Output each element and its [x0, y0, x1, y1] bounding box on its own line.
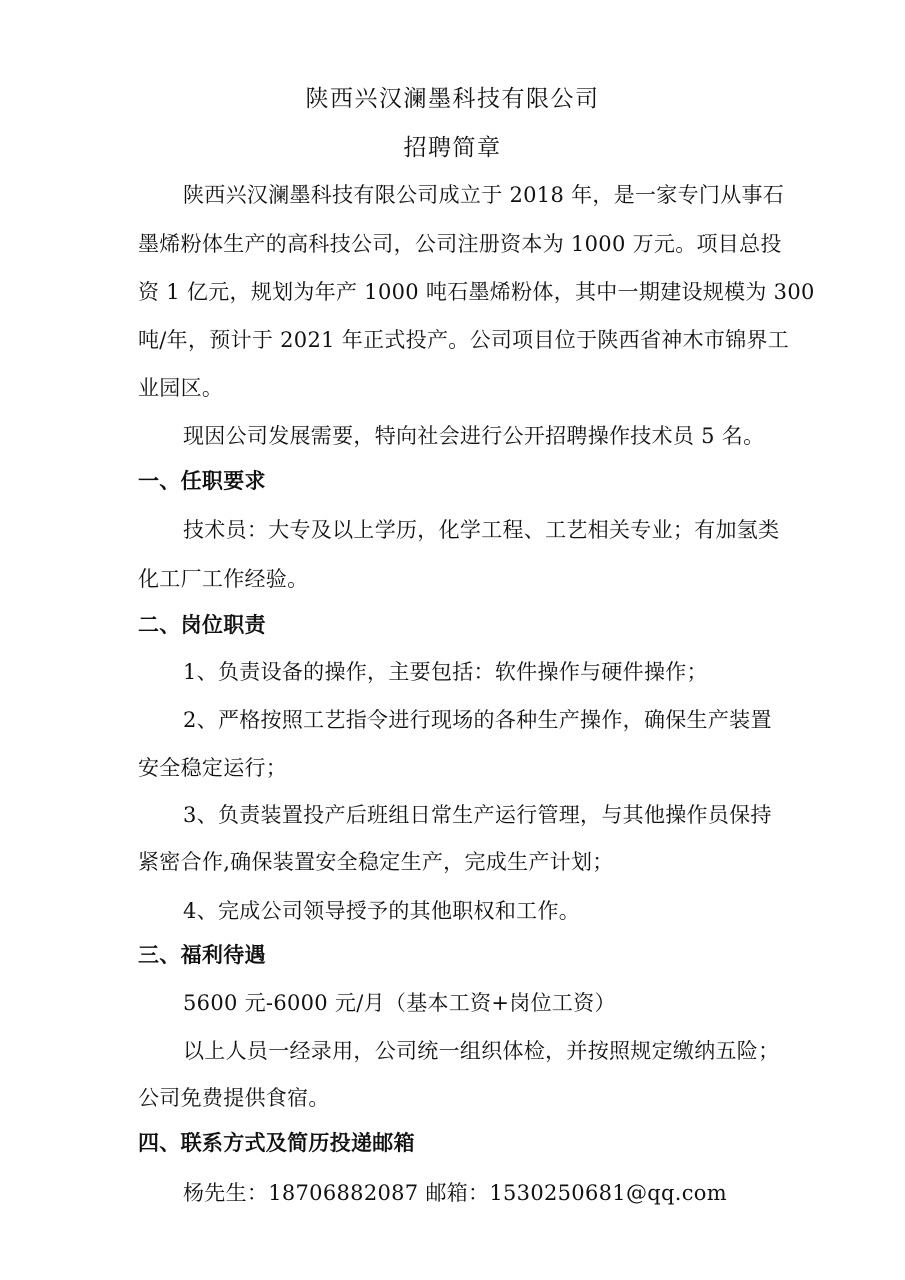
requirements-line: 技术员：大专及以上学历，化学工程、工艺相关专业；有加氢类 [183, 518, 780, 542]
requirements-line: 化工厂工作经验。 [138, 567, 309, 591]
intro-paragraph-line: 陕西兴汉澜墨科技有限公司成立于 2018 年，是一家专门从事石 [183, 183, 785, 207]
section-heading-benefits: 三、福利待遇 [138, 942, 266, 967]
benefits-line: 公司免费提供食宿。 [138, 1086, 330, 1110]
duties-line: 紧密合作,确保装置安全稳定生产，完成生产计划； [138, 850, 614, 874]
company-title: 陕西兴汉澜墨科技有限公司 [305, 86, 600, 112]
section-heading-contact: 四、联系方式及简历投递邮箱 [138, 1130, 415, 1155]
duties-line: 4、完成公司领导授予的其他职权和工作。 [183, 899, 581, 923]
benefits-line: 以上人员一经录用，公司统一组织体检，并按照规定缴纳五险； [183, 1039, 780, 1063]
duties-line: 1、负责设备的操作，主要包括：软件操作与硬件操作； [183, 660, 708, 684]
section-heading-requirements: 一、任职要求 [138, 468, 266, 493]
intro-paragraph-line: 业园区。 [138, 376, 224, 400]
intro-paragraph-line: 墨烯粉体生产的高科技公司，公司注册资本为 1000 万元。项目总投 [138, 232, 782, 256]
salary-line: 5600 元-6000 元/月（基本工资+岗位工资） [183, 991, 616, 1015]
duties-line: 2、严格按照工艺指令进行现场的各种生产操作，确保生产装置 [183, 708, 772, 732]
duties-line: 3、负责装置投产后班组日常生产运行管理，与其他操作员保持 [183, 803, 772, 827]
document-subtitle: 招聘简章 [403, 135, 502, 161]
contact-line: 杨先生：18706882087 邮箱：1530250681@qq.com [183, 1181, 727, 1205]
intro-paragraph-line: 吨/年，预计于 2021 年正式投产。公司项目位于陕西省神木市锦界工 [138, 328, 790, 352]
section-heading-duties: 二、岗位职责 [138, 612, 266, 637]
duties-line: 安全稳定运行； [138, 756, 288, 780]
recruit-statement: 现因公司发展需要，特向社会进行公开招聘操作技术员 5 名。 [183, 424, 765, 448]
intro-paragraph-line: 资 1 亿元，规划为年产 1000 吨石墨烯粉体，其中一期建设规模为 300 [138, 280, 815, 304]
